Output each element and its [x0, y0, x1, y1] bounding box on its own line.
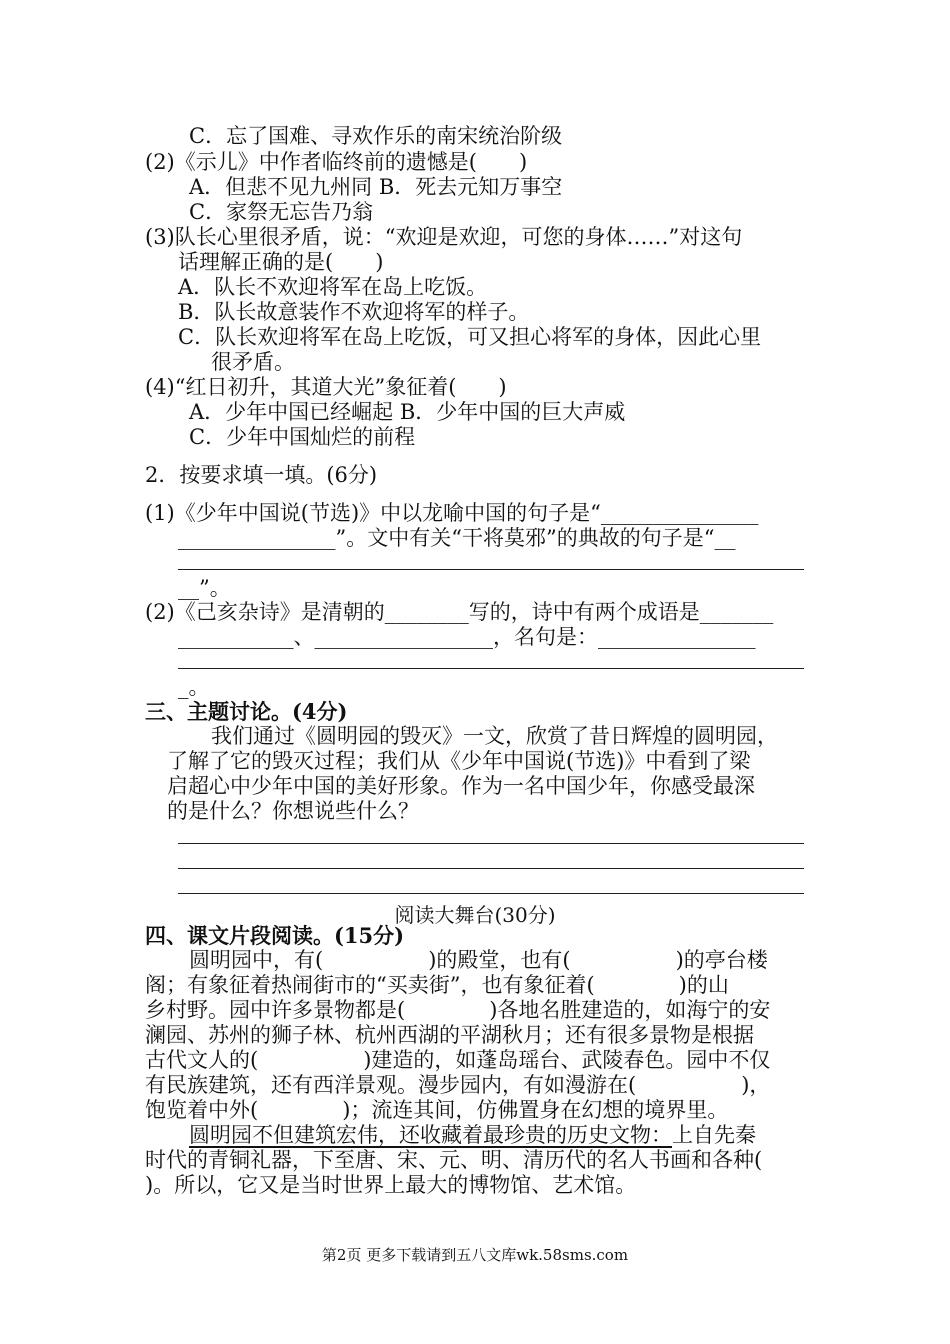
passage-line1: 圆明园中，有( )的殿堂，也有( )的亭台楼: [189, 948, 768, 972]
answer-line: [178, 868, 804, 869]
reading-section-header: 阅读大舞台(30分): [394, 903, 556, 927]
section3-title: 三、主题讨论。(4分): [145, 699, 348, 724]
q2-1-line1: (1)《少年中国说(节选)》中以龙喻中国的句子是“_______________: [145, 501, 759, 525]
q1-4-options-ab: A．少年中国已经崛起 B．少年中国的巨大声威: [189, 400, 626, 424]
passage-line8: [189, 1123, 756, 1148]
q1-2-option-c: C．家祭无忘告乃翁: [189, 200, 374, 224]
passage-line5: 古代文人的( )建造的，如蓬岛瑶台、武陵春色。园中不仅: [145, 1048, 771, 1072]
passage-line3: 乡村野。园中许多景物都是( )各地名胜建造的，如海宁的安: [145, 998, 771, 1022]
q1-3-option-b: B．队长故意装作不欢迎将军的样子。: [178, 300, 530, 324]
passage-line9: 时代的青铜礼器，下至唐、宋、元、明、清历代的名人书画和各种(: [145, 1148, 763, 1172]
q1-1-option-c: C．忘了国难、寻欢作乐的南宋统治阶级: [189, 124, 563, 148]
passage-line6: 有民族建筑，还有西洋景观。漫步园内，有如漫游在( )，: [145, 1073, 771, 1097]
q2-2-line2: ___________、_________________，名句是：_______________: [178, 625, 756, 649]
answer-line: [178, 893, 804, 894]
q1-4-stem: (4)“红日初升，其道大光”象征着( ): [145, 375, 507, 399]
section4-title: 四、课文片段阅读。(15分): [145, 923, 405, 948]
q1-3-option-c-line1: C．队长欢迎将军在岛上吃饭，可又担心将军的身体，因此心里: [178, 325, 762, 349]
q2-title: 2．按要求填一填。(6分): [145, 463, 378, 487]
passage-line10: )。所以，它又是当时世界上最大的博物馆、艺术馆。: [145, 1173, 637, 1197]
q1-2-options-ab: A．但悲不见九州同 B．死去元知万事空: [189, 175, 563, 199]
answer-line: [178, 569, 804, 570]
answer-line: [178, 843, 804, 844]
q1-2-stem: (2)《示儿》中作者临终前的遗憾是( ): [145, 150, 528, 174]
q1-3-option-a: A．队长不欢迎将军在岛上吃饭。: [178, 275, 488, 299]
answer-line: [178, 668, 804, 669]
underlined-sentence: 圆明园不但建筑宏伟，还收藏着最珍贵的历史文物：: [189, 1123, 672, 1147]
section3-text-line2: 了解了它的毁灭过程；我们从《少年中国说(节选)》中看到了梁: [167, 749, 751, 773]
passage-line2: 阁；有象征着热闹街市的“买卖街”，也有象征着( )的山: [145, 973, 729, 997]
q1-3-option-c-line2: 很矛盾。: [211, 350, 295, 374]
passage-line7: 饱览着中外( )；流连其间，仿佛置身在幻想的境界里。: [145, 1098, 729, 1122]
q1-3-stem-line1: (3)队长心里很矛盾，说：“欢迎是欢迎，可您的身体……”对这句: [145, 225, 743, 249]
section3-text-line1: 我们通过《圆明园的毁灭》一文，欣赏了昔日辉煌的圆明园，: [211, 724, 778, 748]
section3-text-line3: 启超心中少年中国的美好形象。作为一名中国少年，你感受最深: [167, 774, 755, 798]
q1-3-stem-line2: 话理解正确的是( ): [178, 250, 384, 274]
page-footer: 第2页 更多下载请到五八文库wk.58sms.com: [321, 1246, 629, 1264]
q2-2-line4: _。: [178, 675, 210, 699]
q1-4-option-c: C．少年中国灿烂的前程: [189, 425, 416, 449]
q2-1-line4: __”。: [178, 576, 231, 600]
passage-line4: 澜园、苏州的狮子林、杭州西湖的平湖秋月；还有很多景物是根据: [145, 1023, 754, 1047]
q2-2-line1: (2)《己亥杂诗》是清朝的________写的，诗中有两个成语是_______: [145, 600, 774, 624]
passage-line8-rest: 上自先秦: [672, 1123, 756, 1147]
q2-1-line2: _______________”。文中有关“干将莫邪”的典故的句子是“__: [178, 526, 736, 550]
section3-text-line4: 的是什么？你想说些什么？: [167, 799, 419, 823]
